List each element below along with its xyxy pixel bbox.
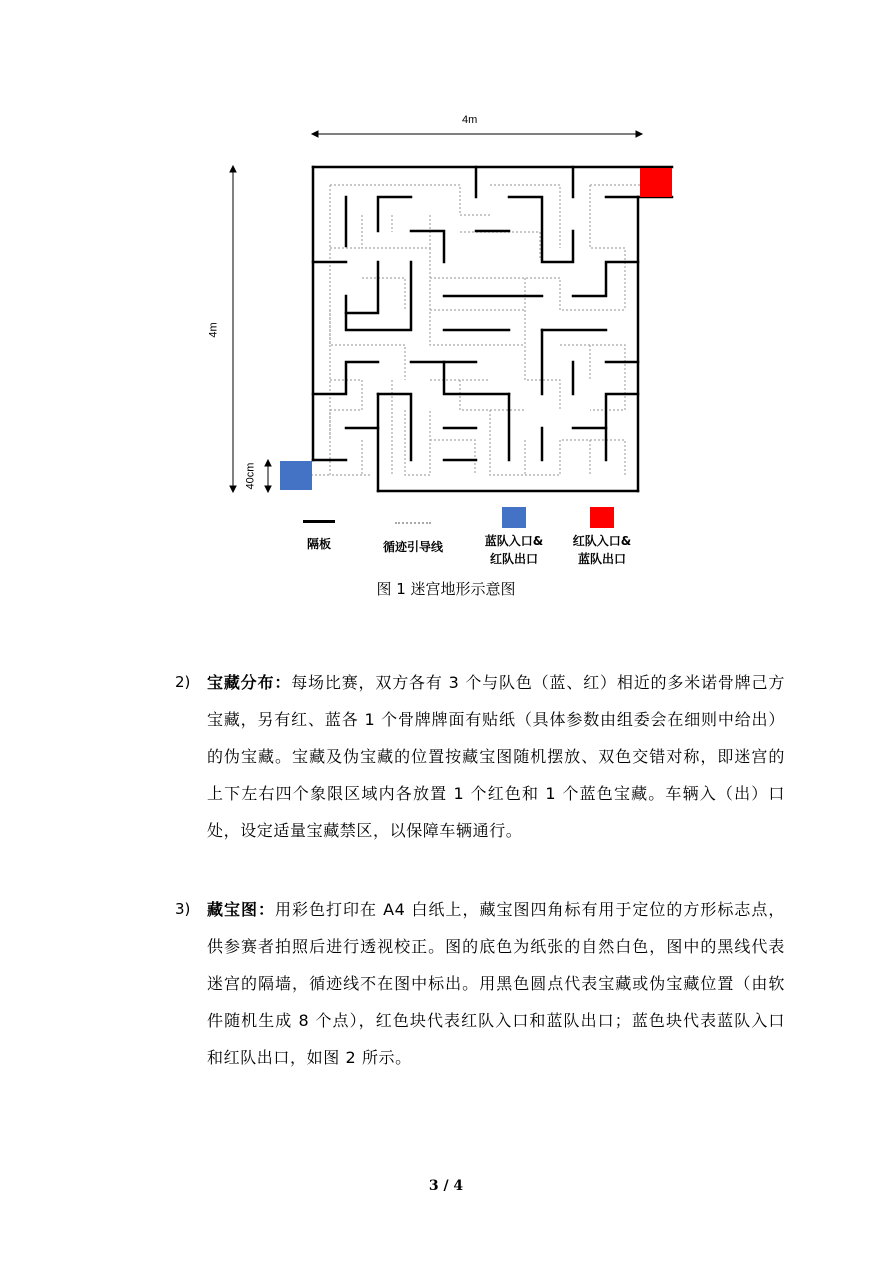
entrance-width-label: 40cm	[244, 462, 257, 490]
legend-item-red	[547, 507, 657, 568]
legend-label: 隔板	[306, 537, 331, 551]
legend-item-guide	[358, 520, 468, 556]
item-title: 宝藏分布：	[207, 673, 292, 692]
red-swatch	[590, 507, 614, 528]
page-number: 3 / 4	[428, 1178, 464, 1194]
red-entrance-square	[640, 168, 672, 197]
legend-label: 循迹引导线	[382, 540, 443, 554]
list-item-treasure-distribution	[175, 664, 785, 849]
item-number: 3)	[175, 900, 191, 918]
maze-diagram	[0, 0, 892, 600]
list-item-treasure-map	[175, 891, 785, 1076]
blue-swatch	[502, 507, 526, 528]
item-title: 藏宝图：	[207, 900, 275, 919]
item-text: 用彩色打印在 A4 白纸上，藏宝图四角标有用于定位的方形标志点，供参赛者拍照后进行透视校正。图的底色为纸张的自然白色，图中的黑线代表迷宫的隔墙，循迹线不在图中标出。用黑色圆点代表宝藏或伪宝藏位置（由软件随机生成 8 个点），红色块代表红队入口和蓝队出口；蓝色块代表蓝队入口和红队出口，如图 2 所示。	[207, 900, 786, 1067]
wall-swatch	[303, 520, 335, 523]
item-body	[207, 891, 785, 1076]
legend-label: 蓝队入口& 红队出口	[484, 534, 544, 566]
entrance-dimension-arrow	[265, 460, 271, 492]
maze-walls	[313, 167, 672, 491]
item-body	[207, 664, 785, 849]
width-dimension-arrow	[312, 131, 642, 137]
item-text: 每场比赛，双方各有 3 个与队色（蓝、红）相近的多米诺骨牌己方宝藏，另有红、蓝各 1 个骨牌牌面有贴纸（具体参数由组委会在细则中给出）的伪宝藏。宝藏及伪宝藏的位置按藏宝图随机摆放、双色交错对称，即迷宫的上下左右四个象限区域内各放置 1 个红色和 1 个蓝色宝藏。车辆入（出）口处，设定适量宝藏禁区，以保障车辆通行。	[207, 673, 785, 840]
height-dimension-arrow	[230, 166, 236, 492]
item-number: 2)	[175, 673, 191, 691]
guide-swatch	[395, 522, 431, 524]
height-label: 4m	[207, 322, 220, 338]
figure-caption: 图 1 迷宫地形示意图	[376, 580, 516, 598]
legend-label: 红队入口& 蓝队出口	[572, 534, 632, 566]
width-label: 4m	[462, 114, 478, 126]
blue-entrance-square	[280, 461, 312, 490]
